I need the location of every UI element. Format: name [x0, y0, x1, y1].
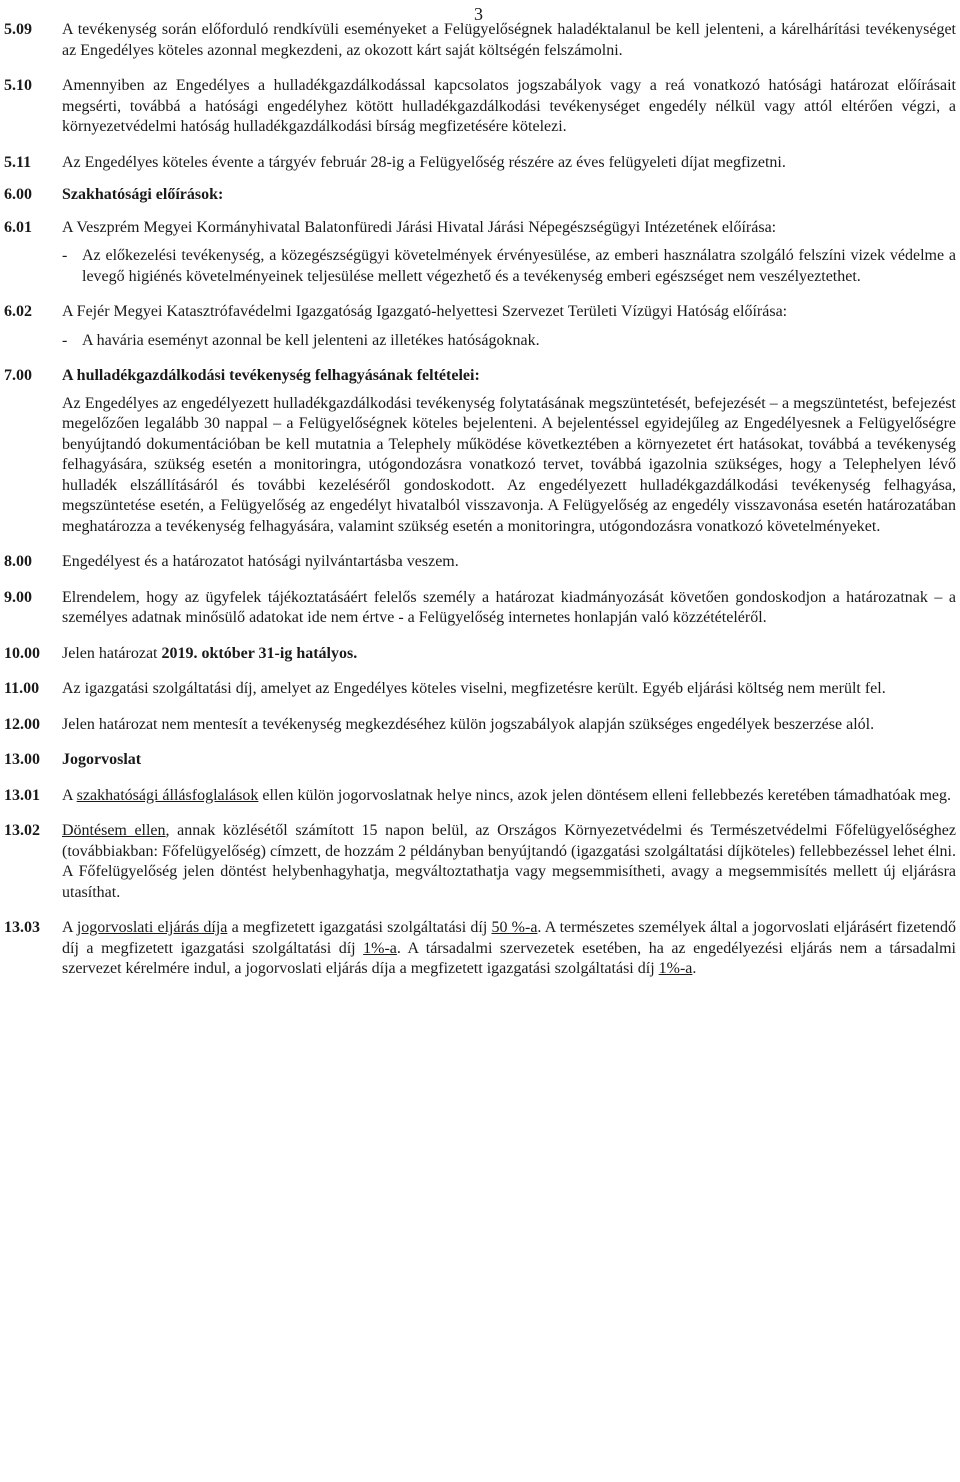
- section-number: 10.00: [4, 644, 40, 662]
- section-10-00: [4, 644, 956, 665]
- section-number: 9.00: [4, 588, 32, 606]
- bullet-text: Az előkezelési tevékenység, a közegészségügyi követelmények érvényesülése, az emberi használatra szolgáló felszíni vizek védelme a levegő higiénés követelményeinek teljesülése mellett végezhető és a tevékenység emberi egészséget nem veszélyeztethet.: [82, 247, 956, 285]
- section-7-00: [4, 366, 956, 537]
- section-number: 13.00: [4, 751, 40, 768]
- text-part: Jelen határozat: [62, 644, 162, 662]
- document-body: [4, 20, 956, 980]
- bullet-dash: -: [62, 247, 68, 264]
- section-text: Engedélyest és a határozatot hatósági nyilvántartásba veszem.: [62, 553, 459, 570]
- section-12-00: [4, 715, 956, 736]
- section-number: 6.00: [4, 186, 32, 203]
- section-number: 13.02: [4, 822, 40, 839]
- underlined-text: 50 %-a: [491, 919, 538, 936]
- section-6-02: [4, 302, 956, 351]
- section-5-11: [4, 153, 956, 174]
- section-13-03: [4, 918, 956, 980]
- text-part: A: [62, 919, 77, 936]
- underlined-text: 1%-a: [658, 960, 693, 977]
- bullet-text: A havária eseményt azonnal be kell jelenteni az illetékes hatóságoknak.: [82, 331, 540, 349]
- section-number: 12.00: [4, 715, 40, 733]
- section-6-00: [4, 185, 956, 206]
- validity-date: 2019. október 31-ig hatályos.: [161, 644, 358, 662]
- section-heading: Jogorvoslat: [62, 751, 142, 768]
- text-part: , annak közlésétől számított 15 napon belül, az Országos Környezetvédelmi és Természetvédelmi Főfelügyelőséghez (továbbiakban: Főfelügyelőség) címzett, de hozzám 2 példányban benyújtandó (igazgatási szolgáltatási díjköteles) fellebbezéssel lehet élni. A Főfelügyelőség jelen döntést helybenhagyhatja, megváltoztathatja vagy megsemmisítheti, avagy a megsemmisítés mellett új eljárásra utasíthat.: [62, 822, 957, 901]
- section-8-00: [4, 552, 956, 573]
- section-text: Az Engedélyes köteles évente a tárgyév február 28-ig a Felügyelőség részére az éves felügyeleti díjat megfizetni.: [62, 153, 786, 171]
- section-text: Jelen határozat nem mentesít a tevékenység megkezdéséhez külön jogszabályok alapján szükséges engedélyek beszerzése alól.: [62, 715, 875, 733]
- section-number: 13.03: [4, 919, 40, 936]
- section-number: 6.02: [4, 303, 32, 320]
- page-number: 3: [474, 4, 483, 24]
- section-number: 5.09: [4, 21, 32, 38]
- section-9-00: [4, 588, 956, 629]
- section-body: [62, 366, 956, 537]
- section-number: 5.10: [4, 77, 32, 94]
- section-13-01: [4, 786, 956, 807]
- section-heading: Szakhatósági előírások:: [62, 186, 224, 203]
- section-text: [62, 644, 956, 665]
- text-part: . A természetes személyek által a jogorvoslati eljárásért fizetendő díj a megfizetett igazgatási szolgáltatási díj: [62, 919, 957, 957]
- section-body: [62, 218, 956, 288]
- bullet-dash: -: [62, 331, 68, 349]
- section-5-09: [4, 20, 956, 61]
- section-heading: A hulladékgazdálkodási tevékenység felhagyásának feltételei:: [62, 367, 480, 384]
- section-text: A Fejér Megyei Katasztrófavédelmi Igazgatóság Igazgató-helyettesi Szervezet Területi Vízügyi Hatóság előírása:: [62, 303, 788, 320]
- section-text: Amennyiben az Engedélyes a hulladékgazdálkodással kapcsolatos jogszabályok vagy a reá vonatkozó hatósági határozat előírásait megsérti, továbbá a hatósági engedélyhez kötött hulladékgazdálkodási tevékenységet engedély nélkül vagy attól eltérően végzi, a környezetvédelmi hatóság hulladékgazdálkodási bírság megfizetésére kötelezi.: [62, 77, 956, 135]
- bullet-item: [62, 331, 956, 352]
- text-part: .: [692, 960, 697, 977]
- text-part: A: [62, 786, 77, 804]
- section-text: A Veszprém Megyei Kormányhivatal Balatonfüredi Járási Hivatal Járási Népegészségügyi Intézetének előírása:: [62, 218, 777, 236]
- underlined-text: Döntésem ellen: [62, 822, 166, 839]
- section-5-10: [4, 76, 956, 138]
- underlined-text: szakhatósági állásfoglalások: [76, 786, 259, 804]
- text-part: . A társadalmi szervezetek esetében, ha az engedélyezési eljárás nem a társadalmi szervezet kérelmére indul, a jogorvoslati eljárás díja a megfizetett igazgatási szolgáltatási díj: [62, 939, 956, 977]
- section-6-01: [4, 218, 956, 288]
- section-13-00: [4, 750, 956, 771]
- section-number: 11.00: [4, 680, 40, 697]
- section-number: 5.11: [4, 153, 32, 171]
- section-text: Az Engedélyes az engedélyezett hulladékgazdálkodási tevékenység folytatásának megszüntetését, befejezését – a megszüntetést, befejezést megelőzően legalább 30 nappal – a Felügyelőségnek köteles bejelenteni. A bejelentéssel egyidejűleg az Engedélyesnek a Felügyelőségre benyújtandó dokumentációban be kell mutatnia a Telephely működése következtében a környezetet ért hatásokat, továbbá a tevékenység felhagyására, szükség esetén a monitoringra, utógondozásra vonatkozó tervet, továbbá igazolnia szükséges, hogy a Telephelyen lévő hulladék elszállításáról és további kezeléséről gondoskodott. Az engedélyezett hulladékgazdálkodási tevékenység felhagyása, megszüntetése esetén, a Felügyelőség az engedélyt hivatalból visszavonja. A Felügyelőség az engedély visszavonása esetén határozatában meghatározza a tevékenység felhagyására, valamint szükség esetén a monitoringra, utógondozásra vonatkozó követelményeket.: [62, 394, 956, 535]
- text-part: a megfizetett igazgatási szolgáltatási díj: [227, 919, 492, 936]
- section-number: 13.01: [4, 786, 40, 804]
- section-number: 8.00: [4, 553, 32, 570]
- section-text: Elrendelem, hogy az ügyfelek tájékoztatásáért felelős személy a határozat kiadmányozását követően gondoskodjon a határozatnak – a személyes adatnak minősülő adatokat ide nem értve - a Felügyelőség internetes honlapján való közzétételéről.: [62, 588, 956, 626]
- section-text: [62, 786, 956, 807]
- underlined-text: 1%-a: [363, 939, 397, 957]
- bullet-item: [62, 246, 956, 287]
- section-number: 7.00: [4, 367, 32, 384]
- section-body: [62, 302, 956, 351]
- section-text: [62, 918, 956, 980]
- text-part: ellen külön jogorvoslatnak helye nincs, azok jelen döntésem elleni fellebbezés keretében támadhatóak meg.: [258, 786, 952, 804]
- section-11-00: [4, 679, 956, 700]
- section-text: [62, 821, 956, 903]
- section-13-02: [4, 821, 956, 903]
- section-number: 6.01: [4, 218, 32, 236]
- section-text: A tevékenység során előforduló rendkívüli eseményeket a Felügyelőségnek haladéktalanul be kell jelenteni, a kárelhárítási tevékenységet az Engedélyes köteles azonnal megkezdeni, az okozott kárt saját költségén felszámolni.: [62, 21, 956, 59]
- section-text: Az igazgatási szolgáltatási díj, amelyet az Engedélyes köteles viselni, megfizetésre került. Egyéb eljárási költség nem merült fel.: [62, 680, 886, 697]
- underlined-text: jogorvoslati eljárás díja: [76, 919, 228, 936]
